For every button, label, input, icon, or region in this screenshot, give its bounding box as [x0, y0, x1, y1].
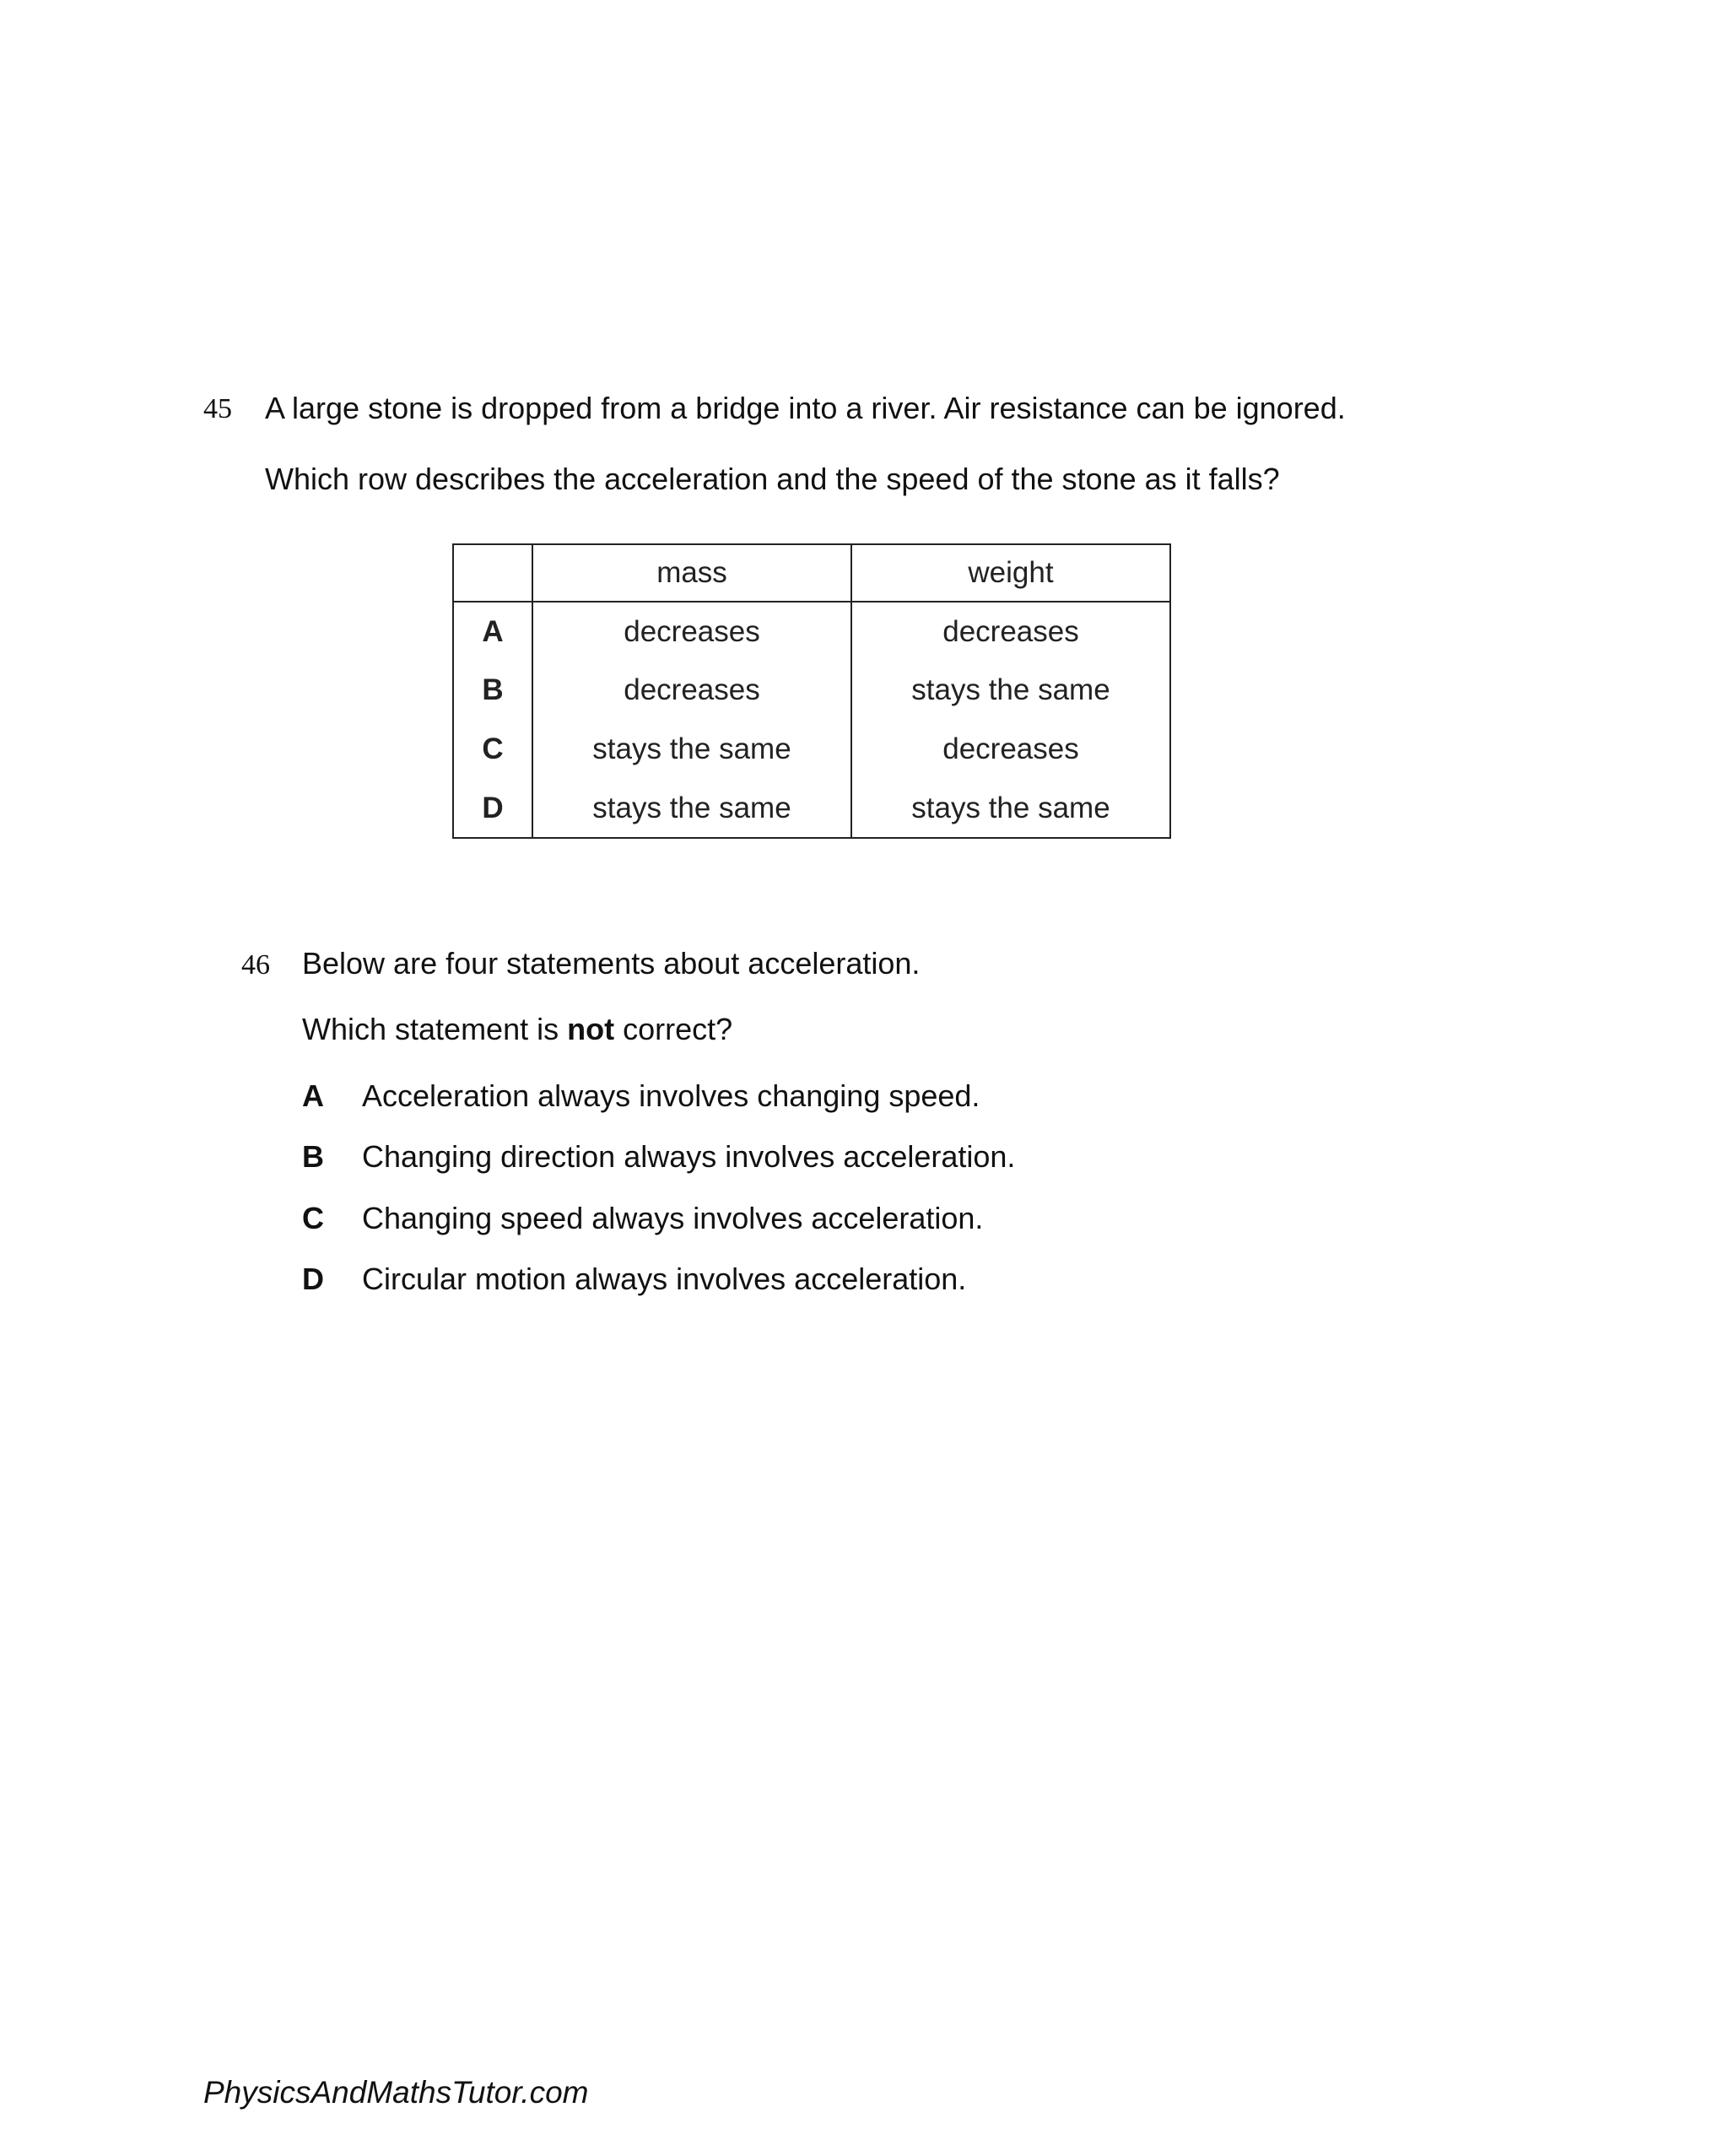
question-46-prompt	[302, 1011, 732, 1048]
option-d-letter: D	[302, 1262, 324, 1296]
table-row	[453, 661, 1170, 720]
answer-table	[452, 543, 1171, 839]
row-weight: stays the same	[851, 779, 1170, 838]
question-45-number: 45	[203, 393, 232, 424]
row-letter: A	[453, 602, 532, 661]
option-c-text: Changing speed always involves acceleration.	[362, 1201, 984, 1235]
row-mass: stays the same	[532, 779, 851, 838]
prompt-text-emphasis: not	[567, 1012, 615, 1046]
row-weight: decreases	[851, 720, 1170, 779]
row-letter: B	[453, 661, 532, 720]
table-row	[453, 779, 1170, 838]
prompt-text-post: correct?	[614, 1012, 733, 1046]
question-45-stem: A large stone is dropped from a bridge into a river. Air resistance can be ignored.	[265, 391, 1346, 425]
option-d-text: Circular motion always involves acceleration.	[362, 1262, 967, 1296]
table-header-weight: weight	[851, 544, 1170, 602]
row-mass: decreases	[532, 661, 851, 720]
table-header-blank	[453, 544, 532, 602]
option-b-letter: B	[302, 1139, 324, 1174]
question-45-prompt: Which row describes the acceleration and the speed of the stone as it falls?	[265, 462, 1280, 496]
table-header-mass: mass	[532, 544, 851, 602]
row-mass: decreases	[532, 602, 851, 661]
row-letter: D	[453, 779, 532, 838]
question-46-stem: Below are four statements about acceleration.	[302, 946, 921, 981]
row-mass: stays the same	[532, 720, 851, 779]
row-weight: stays the same	[851, 661, 1170, 720]
table-header-row	[453, 544, 1170, 602]
table-row	[453, 720, 1170, 779]
question-46-number: 46	[241, 949, 270, 981]
row-weight: decreases	[851, 602, 1170, 661]
table-row	[453, 602, 1170, 661]
option-a-letter: A	[302, 1078, 324, 1113]
row-letter: C	[453, 720, 532, 779]
option-c-letter: C	[302, 1201, 324, 1235]
option-b-text: Changing direction always involves acceleration.	[362, 1139, 1016, 1174]
prompt-text-pre: Which statement is	[302, 1012, 568, 1046]
footer-site-name: PhysicsAndMathsTutor.com	[203, 2075, 589, 2110]
option-a-text: Acceleration always involves changing speed.	[362, 1078, 980, 1113]
